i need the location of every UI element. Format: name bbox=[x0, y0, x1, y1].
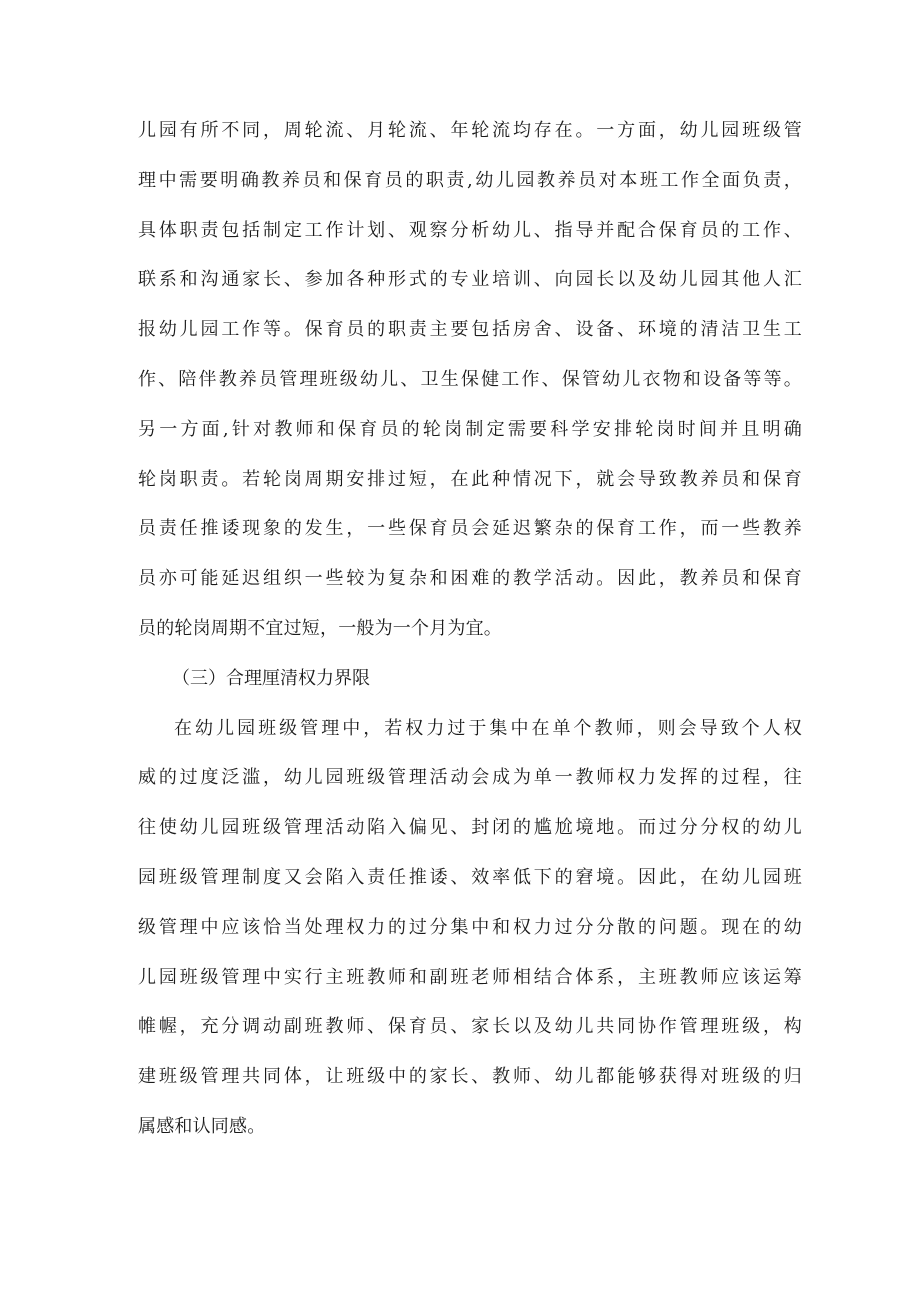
text-line: 威的过度泛滥，幼儿园班级管理活动会成为单一教师权力发挥的过程，往 bbox=[138, 767, 802, 789]
text-line: 作、陪伴教养员管理班级幼儿、卫生保健工作、保管幼儿衣物和设备等等。 bbox=[138, 368, 802, 390]
text-line: 往使幼儿园班级管理活动陷入偏见、封闭的尴尬境地。而过分分权的幼儿 bbox=[138, 817, 802, 839]
text-line: 帷幄，充分调动副班教师、保育员、家长以及幼儿共同协作管理班级，构 bbox=[138, 1016, 802, 1038]
section-heading: （三）合理厘清权力界限 bbox=[172, 667, 370, 689]
text-line: 理中需要明确教养员和保育员的职责,幼儿园教养员对本班工作全面负责， bbox=[138, 169, 802, 191]
paragraph-power-boundaries bbox=[138, 704, 802, 1152]
text-line: 报幼儿园工作等。保育员的职责主要包括房舍、设备、环境的清洁卫生工 bbox=[138, 319, 802, 341]
text-line: 另一方面,针对教师和保育员的轮岗制定需要科学安排轮岗时间并且明确 bbox=[138, 418, 802, 440]
text-line: 轮岗职责。若轮岗周期安排过短，在此种情况下，就会导致教养员和保育 bbox=[138, 468, 802, 490]
paragraph-roles-rotation bbox=[138, 106, 802, 654]
text-line: 员的轮岗周期不宜过短，一般为一个月为宜。 bbox=[138, 617, 502, 639]
text-line: 在幼儿园班级管理中，若权力过于集中在单个教师，则会导致个人权 bbox=[174, 717, 802, 739]
text-line: 具体职责包括制定工作计划、观察分析幼儿、指导并配合保育员的工作、 bbox=[138, 219, 802, 241]
text-line: 园班级管理制度又会陷入责任推诿、效率低下的窘境。因此，在幼儿园班 bbox=[138, 866, 802, 888]
text-line: 员亦可能延迟组织一些较为复杂和困难的教学活动。因此，教养员和保育 bbox=[138, 568, 802, 590]
text-line: 儿园有所不同，周轮流、月轮流、年轮流均存在。一方面，幼儿园班级管 bbox=[138, 120, 802, 141]
document-body bbox=[138, 106, 802, 1152]
text-line: 属感和认同感。 bbox=[138, 1115, 266, 1137]
text-line: 级管理中应该恰当处理权力的过分集中和权力过分分散的问题。现在的幼 bbox=[138, 916, 802, 938]
text-line: 儿园班级管理中实行主班教师和副班老师相结合体系，主班教师应该运筹 bbox=[138, 966, 802, 988]
text-line: 员责任推诿现象的发生，一些保育员会延迟繁杂的保育工作，而一些教养 bbox=[138, 518, 802, 540]
text-line: 建班级管理共同体，让班级中的家长、教师、幼儿都能够获得对班级的归 bbox=[138, 1066, 802, 1088]
text-line: 联系和沟通家长、参加各种形式的专业培训、向园长以及幼儿园其他人汇 bbox=[138, 269, 802, 291]
